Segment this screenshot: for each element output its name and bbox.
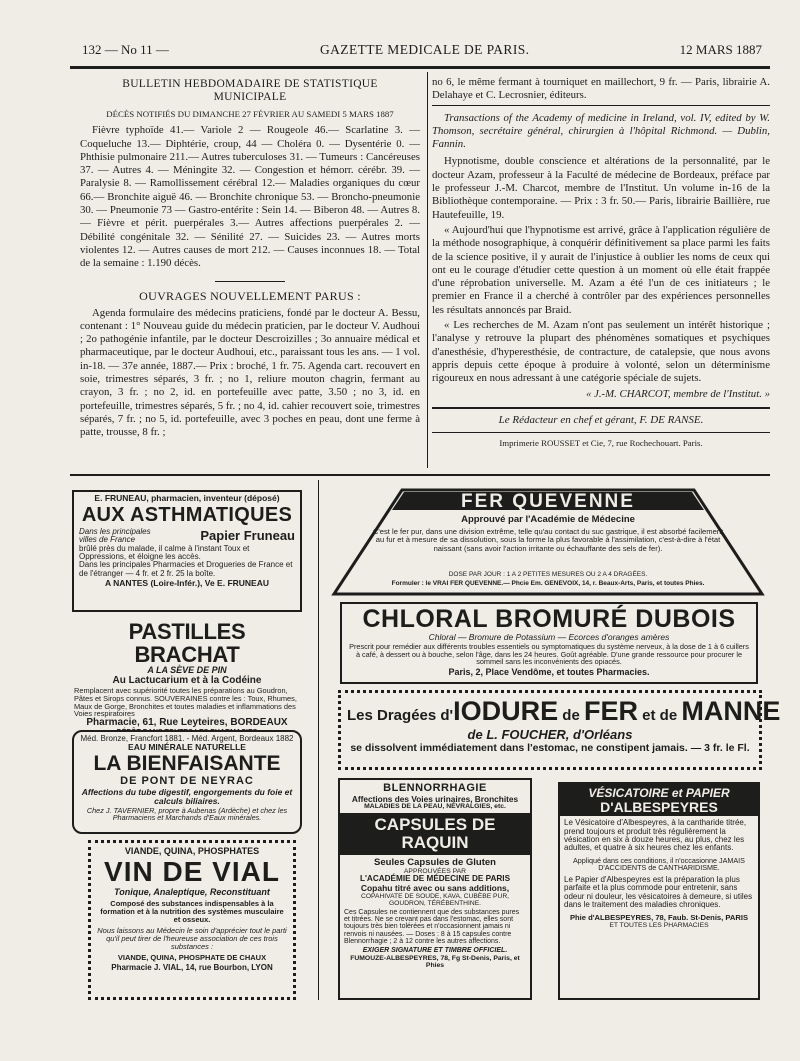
- brachat-l2: Au Lactucarium et à la Codéine: [112, 674, 262, 686]
- bulletin-title: BULLETIN HEBDOMADAIRE DE STATISTIQUE MUNICIPALE: [122, 78, 378, 103]
- fruneau-l1: Dans les principales villes de France: [79, 526, 151, 545]
- bienfaisante-l4: Affections du tube digestif, engorgements du foie et calculs biliaires.: [81, 786, 293, 806]
- ads-divider: [318, 480, 319, 1000]
- editor-rule: [432, 407, 770, 409]
- journal-title: GAZETTE MEDICALE DE PARIS.: [320, 42, 530, 57]
- albespeyres-l3: Le Papier d'Albespeyres est la préparation la plus parfaite et la plus commode pour entretenir, sans odeur ni douleur, les vésicatoires à demeure, si utiles dans le traitement des maladies chroniques.: [564, 874, 753, 910]
- charcot-quote-2: « Les recherches de M. Azam n'ont pas seulement un intérêt historique ; l'analyse y retrouve la plupart des phénomènes somatiques et psychiques d'anesthésie, d'hyperesthésie, de contracture, de catalepsie, que nous avons appris depuis cette époque à produire à volonté, selon un déterminisme rigoureux en nous adressant à une catégorie spéciale de sujets.: [432, 319, 770, 385]
- fruneau-l2: brûlé près du malade, il calme à l'instant Toux et Oppressions, et éloigne les accès.: [79, 543, 250, 562]
- raquin-l4: Seules Capsules de Gluten: [374, 857, 496, 869]
- brachat-l4: Pharmacie, 61, Rue Leyteires, BORDEAUX: [86, 717, 288, 729]
- bienfaisante-l2: EAU MINÉRALE NATURELLE: [128, 742, 246, 753]
- quevenne-headline: FER QUEVENNE: [461, 491, 635, 512]
- bienfaisante-l5: Chez J. TAVERNIER, propre à Aubenas (Ardèche) et chez les Pharmaciens et Marchands d'Eaux minérales.: [86, 805, 288, 823]
- section-rule: [215, 281, 285, 282]
- ad-fruneau: [72, 490, 302, 612]
- ouvrages-continued: no 6, le même fermant à tourniquet en maillechort, 9 fr. — Paris, librairie A. Delahaye et C. Lecrosnier, éditeurs.: [432, 76, 770, 102]
- raquin-l1: BLENNORRHAGIE: [383, 782, 487, 794]
- chloral-l3: Paris, 2, Place Vendôme, et toutes Pharmacies.: [448, 667, 650, 678]
- issue-date: 12 MARS 1887: [679, 42, 762, 57]
- quevenne-l4: Formuler : le VRAI FER QUEVENNE.— Phcie Em. GENEVOIX, 14, r. Beaux-Arts, Paris, et toutes Phies.: [391, 580, 705, 587]
- raquin-l3: MALADIES DE LA PEAU, NÉVRALGIES, etc.: [364, 803, 506, 811]
- chloral-l1: Chloral — Bromure de Potassium — Ecorces d'oranges amères: [428, 632, 670, 643]
- printer-line: Imprimerie ROUSSET et Cie, 7, rue Rochechouart. Paris.: [499, 438, 703, 449]
- foucher-w2: IODURE: [453, 696, 559, 726]
- ad-albespeyres: [558, 782, 760, 1000]
- hypnotisme-item: Hypnotisme, double conscience et altérations de la personnalité, par le docteur Azam, professeur à la Faculté de médecine de Bordeaux, préface par le professeur J.-M. Charcot, membre de l'Institut. Un volume in-16 de la Bibliothèque contemporaine. — Prix : 3 fr. 50.— Paris, librairie Baillière, rue Hautefeuille, 19.: [432, 155, 770, 221]
- albespeyres-l4: Phie d'ALBESPEYRES, 78, Faub. St-Denis, PARIS: [569, 912, 749, 922]
- left-column: [80, 78, 420, 442]
- bulletin-subtitle: DÉCÈS NOTIFIÉS DU DIMANCHE 27 FÉVRIER AU SAMEDI 5 MARS 1887: [106, 109, 394, 119]
- printer-rule: [432, 432, 770, 433]
- raquin-headline: CAPSULES DE RAQUIN: [340, 813, 530, 855]
- brachat-headline: PASTILLES BRACHAT: [128, 619, 246, 668]
- vial-l6: Pharmacie J. VIAL, 14, rue Bourbon, LYON: [111, 963, 273, 973]
- raquin-l8: COPAHIVATE DE SOUDE, KAVA, CUBÈBE PUR, GOUDRON, TÉRÉBENTHINE.: [360, 892, 510, 907]
- fruneau-foot: A NANTES (Loire-Infér.), Ve E. FRUNEAU: [104, 578, 270, 589]
- fruneau-brand: Papier Fruneau: [200, 528, 295, 544]
- running-header: [82, 42, 762, 62]
- raquin-l6: L'ACADÉMIE DE MÉDECINE DE PARIS: [359, 874, 511, 884]
- ad-brachat: [72, 618, 302, 729]
- bienfaisante-headline: LA BIENFAISANTE: [93, 752, 281, 776]
- raquin-l11: FUMOUZE-ALBESPEYRES, 78, Fg St-Denis, Paris, et Phies: [350, 954, 520, 969]
- albespeyres-headline1: VÉSICATOIRE et PAPIER: [588, 786, 730, 800]
- foucher-l1: de L. FOUCHER, d'Orléans: [467, 726, 633, 742]
- bienfaisante-l1: Méd. Bronze, Francfort 1881. - Méd. Argent, Bordeaux 1882: [80, 734, 294, 743]
- fruneau-l3: Dans les principales Pharmacies et Drogueries de France et de l'étranger — 4 fr. et 2 fr. 25 la boîte.: [79, 560, 293, 578]
- brachat-l3: Remplacent avec supériorité toutes les préparations au Goudron, Pâtes et Sirops connus. SOUVERAINES contre les : Toux, Rhumes, Maux de Gorge, Bronchites et toutes maladies et inflammations des Voies respiratoires: [74, 686, 297, 719]
- quevenne-l2: C'est le fer pur, dans une division extrême, telle qu'au contact du suc gastrique, il est absorbé facilement au fur et à mesure de sa dissolution, sous la forme la plus favorable à l'assimilation, c'est-à-dire à l'état naissant (sans avoir l'action irritante ou échauffante des sels de fer).: [372, 527, 724, 553]
- raquin-l7: Copahu titré avec ou sans additions,: [360, 882, 510, 893]
- ad-fer-quevenne: [332, 488, 764, 596]
- quevenne-l1: Approuvé par l'Académie de Médecine: [461, 514, 635, 525]
- ad-chloral-dubois: [340, 602, 758, 684]
- albespeyres-l1: Le Vésicatoire d'Albespeyres, à la cantharide titrée, prend toujours et produit très régulièrement la vésication en six à douze heures, au plus, chez les adultes, et quatre à six heures chez les enfants.: [564, 818, 747, 853]
- fruneau-top: E. FRUNEAU, pharmacien, inventeur (déposé): [94, 493, 280, 503]
- paragraph-rule: [432, 105, 770, 106]
- foucher-w5: et de: [637, 707, 682, 724]
- ad-capsules-raquin: [338, 778, 532, 1000]
- bulletin-body: Fièvre typhoïde 41.— Variole 2 — Rougeole 46.— Scarlatine 3. — Coqueluche 13.— Diphtérie, croup, 44 — Choléra 0. — Dysentérie 0. — Phthisie pulmonaire 211.— Autres tuberculoses 31. — Tumeurs : Cancéreuses 37. — Autres 4. — Méningite 32. — Congestion et hémorr. cérébr. 39. — Paralysie 8. — Ramollissement cérébral 12.— Maladies organiques du cœur 66.— Bronchite aiguë 46. — Bronchite chronique 53. — Broncho-pneumonie 30. — Pneumonie 73 — Gastro-entérite : Sein 14. — Biberon 48. — Autres 8. — Fièvre et périt. puerpérales 3.— Autres affections puerpérales 2. — Débilité congénitale 32. — Sénilité 27. — Suicides 23. — Autres morts violentes 12. — Autres causes de mort 212. — Causes inconnues 18. — Total de la semaine : 1.190 décès.: [80, 124, 420, 270]
- transactions-item: Transactions of the Academy of medicine in Ireland, vol. IV, edited by W. Thomson, secrétaire général, chirurgien à l'hôpital Richmond. — Dublin, Fannin.: [432, 111, 770, 151]
- header-rule: [70, 66, 770, 69]
- ouvrages-title: OUVRAGES NOUVELLEMENT PARUS :: [139, 288, 361, 303]
- chloral-headline: CHLORAL BROMURÉ DUBOIS: [362, 605, 736, 633]
- page-number: 132 — No 11 —: [82, 42, 169, 57]
- brachat-l1: A LA SÈVE DE PIN: [147, 665, 227, 676]
- column-divider: [427, 72, 428, 468]
- vial-l1: VIANDE, QUINA, PHOSPHATES: [124, 846, 260, 856]
- ad-vin-de-vial: [88, 840, 296, 1000]
- foucher-w3: de: [558, 707, 584, 724]
- charcot-signature: « J.-M. CHARCOT, membre de l'Institut. »: [585, 387, 770, 400]
- vial-headline: VIN DE VIAL: [104, 856, 280, 888]
- foucher-w4: FER: [583, 696, 638, 726]
- foucher-w6: MANNE: [681, 696, 781, 726]
- albespeyres-l2: Appliqué dans ces conditions, il n'occasionne JAMAIS D'ACCIDENTS de CANTHARIDISME.: [573, 855, 745, 873]
- vial-l5: VIANDE, QUINA, PHOSPHATE DE CHAUX: [117, 952, 267, 962]
- ouvrages-body: Agenda formulaire des médecins praticiens, fondé par le docteur A. Bessu, contenant : 1° Nouveau guide du médecin praticien, par le docteur V. Audhoui ; 2o pathogénie infantile, par le docteur Descroizilles ; 3o annuaire médical et pharmaceutique, par le docteur Audhoui, etc., paraissant tous les ans. — 1 vol. in-18. — 37e année, 1887.— Prix : broché, 1 fr. 75. Agenda cart. recouvert en soie, trimestres séparés, 3 fr. ; no 1, reliure mouton chagrin, fermant au crayon, 3 fr. ; no 2, id. en portefeuille avec patte, 3.50 ; no 3, id. en portefeuille, trimestres séparés, 5 fr. ; no 4, id. cahier recouvert soie, trimestres séparés, 7 fr. ; no 5, id. portefeuille, avec 3 poches en peau, dont une ferme à patte, trousse, 8 fr. ;: [80, 306, 420, 439]
- foucher-w1: Les Dragées d': [347, 707, 454, 724]
- ad-foucher-dragees: [338, 690, 781, 770]
- raquin-l5: APPROUVÉES PAR: [403, 868, 467, 876]
- bienfaisante-l3: DE PONT DE NEYRAC: [120, 775, 254, 788]
- charcot-quote-1: « Aujourd'hui que l'hypnotisme est arrivé, grâce à l'application régulière de la méthode nosographique, à conquérir définitivement sa place parmi les faits de la science positive, il y aurait de l'injustice à oublier les noms de ceux qui ont eu le courage d'étudier cette question à un moment où elle était frappée d'une réprobation universelle. M. Azam a été l'un de ces initiateurs ; le premier en France il a cherché à contrôler par des expériences personnelles les résultats annoncés par Braid.: [432, 223, 770, 316]
- vial-l3: Composé des substances indispensables à la formation et à la nutrition des systèmes musculaire et osseux.: [100, 899, 284, 925]
- fruneau-headline: AUX ASTHMATIQUES: [81, 503, 293, 526]
- raquin-l9: Ces Capsules ne contiennent que des substances pures et titrées. Ne se crevant pas dans l'estomac, elles sont toujours très bien tolérées et n'occasionnent jamais ni renvois ni nausées. — Doses : 8 à 15 capsules contre Blennorrhagie ; 2 à 12 contre les autres affections.: [344, 908, 520, 946]
- vial-l4: Nous laissons au Médecin le soin d'apprécier tout le parti qu'il peut tirer de l'heureuse association de ces trois substances :: [97, 925, 287, 951]
- right-column: [432, 76, 770, 452]
- ad-bienfaisante: [72, 730, 302, 834]
- quevenne-l3: DOSE PAR JOUR : 1 A 2 PETITES MESURES OU 2 A 4 DRAGÉES.: [448, 571, 648, 578]
- editor-line: Le Rédacteur en chef et gérant, F. DE RANSE.: [498, 413, 704, 426]
- foucher-l2: se dissolvent immédiatement dans l'estomac, ne constipent jamais. — 3 fr. le Fl.: [350, 742, 750, 755]
- vial-l2: Tonique, Analeptique, Reconstituant: [114, 886, 270, 897]
- albespeyres-headline2: D'ALBESPEYRES: [600, 798, 718, 815]
- chloral-l2: Prescrit pour remédier aux différents troubles essentiels ou symptomatiques du système nerveux, à la dose de 1 à 6 cuillers à café, à dessert ou à bouche, selon l'âge, dans les 24 heures. Goût agréable. D'une grande ressource pour procurer le sommeil sans les inconvénients des opiacés.: [349, 642, 749, 667]
- ads-rule: [70, 474, 770, 476]
- raquin-l10: EXIGER SIGNATURE ET TIMBRE OFFICIEL.: [362, 947, 508, 955]
- raquin-l2: Affections des Voies urinaires, Bronchites: [351, 793, 519, 804]
- albespeyres-l5: ET TOUTES LES PHARMACIES: [609, 921, 709, 929]
